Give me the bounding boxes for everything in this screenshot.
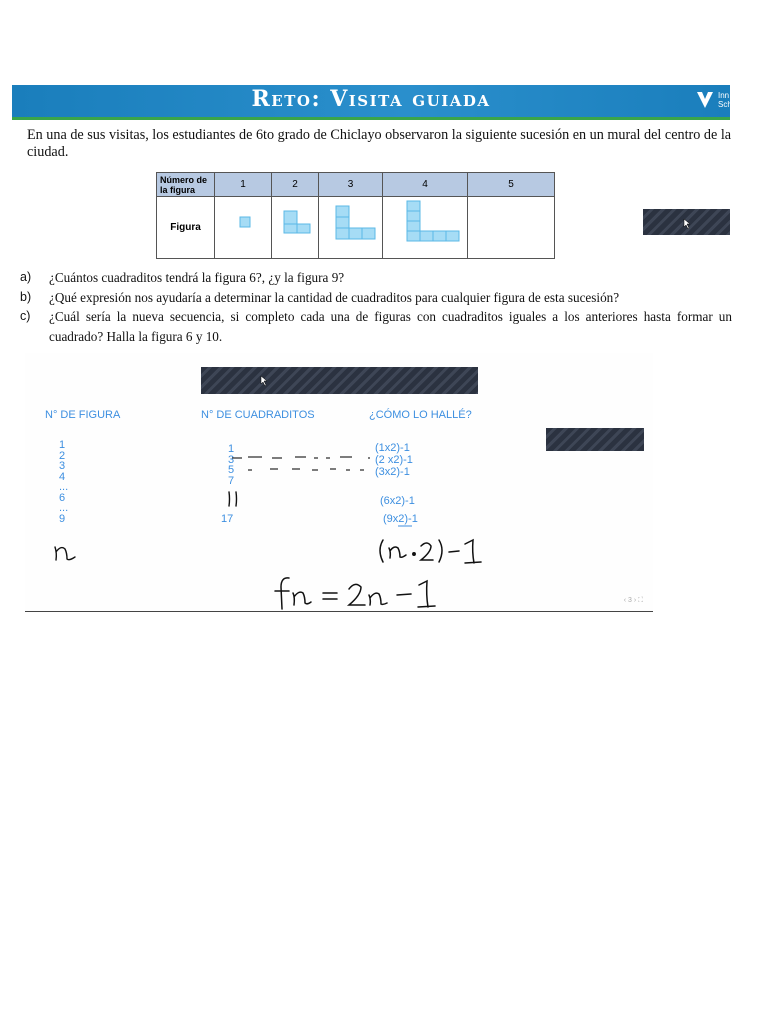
figure-1	[215, 197, 272, 259]
header-como: ¿CÓMO LO HALLÉ?	[369, 409, 472, 421]
cuadraditos-17: 17	[221, 513, 234, 525]
table-col-5: 5	[468, 173, 555, 197]
header-figura: N° DE FIGURA	[45, 409, 121, 421]
page-indicator[interactable]: ‹ 3 › ⛶	[623, 597, 643, 604]
redacted-block	[546, 428, 644, 451]
cursor-icon	[260, 375, 270, 387]
table-col-3: 3	[319, 173, 383, 197]
banner-title: Reto: Visita guiada	[251, 86, 491, 112]
table-header-label: Número de la figura	[157, 173, 215, 197]
question-text: ¿Qué expresión nos ayudaría a determinar la cantidad de cuadraditos para cualquier figura de esta sucesión?	[49, 289, 620, 305]
whiteboard-slide	[25, 353, 653, 612]
question-label: c)	[20, 309, 31, 323]
question-b	[20, 288, 732, 308]
como-6: (6x2)-1	[380, 495, 415, 507]
logo-text: Inn Sch	[718, 91, 732, 109]
title-banner	[12, 85, 730, 120]
table-col-4: 4	[383, 173, 468, 197]
figure-2	[272, 197, 319, 259]
handwritten-formula	[375, 536, 495, 568]
figura-column: 1 2 3 4 ... 6 ... 9	[59, 439, 69, 525]
question-c	[20, 307, 732, 346]
figure-2-image	[272, 197, 318, 253]
como-column: (1x2)-1 (2 x2)-1 (3x2)-1	[375, 442, 413, 478]
cursor-icon	[683, 218, 693, 230]
figure-4	[383, 197, 468, 259]
handwritten-dashes	[230, 453, 380, 475]
intro-paragraph: En una de sus visitas, los estudiantes de 6to grado de Chiclayo observaron la siguiente sucesión en un mural del centro de la ciudad.	[27, 127, 732, 160]
question-text: ¿Cuántos cuadraditos tendrá la figura 6?, ¿y la figura 9?	[49, 270, 345, 285]
figure-5-empty	[468, 197, 555, 259]
question-a	[20, 268, 732, 288]
table-row-label: Figura	[157, 197, 215, 259]
sequence-table	[156, 172, 555, 259]
logo-icon	[694, 89, 734, 113]
handwritten-eleven	[225, 490, 245, 510]
question-label: b)	[20, 289, 32, 304]
logo-mark-icon	[694, 89, 716, 111]
question-text: ¿Cuál sería la nueva secuencia, si completo cada una de figuras con cuadraditos iguales a los anteriores hasta formar un cuadrado? Halla la figura 6 y 10.	[49, 309, 732, 344]
table-col-1: 1	[215, 173, 272, 197]
header-cuadraditos: N° DE CUADRADITOS	[201, 409, 315, 421]
underline-mark	[398, 525, 414, 528]
como-9: (9x2)-1	[383, 513, 418, 525]
table-col-2: 2	[272, 173, 319, 197]
cuadraditos-column: 1 3 5 7	[228, 443, 235, 487]
redacted-block	[201, 367, 478, 394]
handwritten-n	[53, 543, 83, 563]
figure-4-image	[383, 197, 467, 253]
redacted-block	[643, 209, 730, 235]
question-label: a)	[20, 270, 32, 284]
figure-3-image	[319, 197, 382, 253]
figure-1-image	[215, 197, 271, 253]
figure-3	[319, 197, 383, 259]
handwritten-general-formula	[273, 575, 453, 611]
question-list	[20, 268, 732, 346]
